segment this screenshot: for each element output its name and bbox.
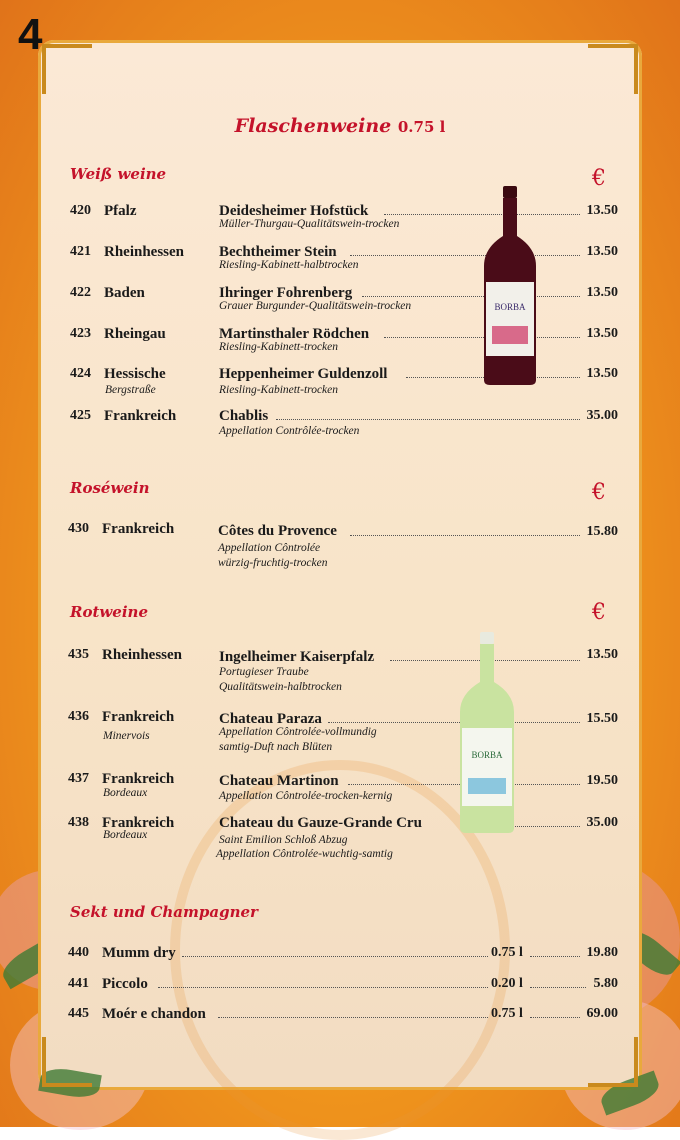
euro-symbol: € — [592, 166, 606, 191]
dot-leader — [350, 535, 580, 536]
price: 13.50 — [586, 647, 618, 662]
item-number: 430 — [68, 521, 89, 536]
wine-name: Mumm dry — [102, 945, 176, 961]
item-number: 425 — [70, 408, 91, 423]
item-number: 445 — [68, 1006, 89, 1021]
wine-name: Deidesheimer Hofstück — [219, 203, 369, 219]
wine-name: Ihringer Fohrenberg — [219, 285, 353, 301]
price: 69.00 — [586, 1006, 618, 1021]
region: Baden — [104, 285, 145, 301]
item-number: 437 — [68, 771, 89, 786]
item-number: 441 — [68, 976, 89, 991]
price: 5.80 — [593, 976, 618, 991]
dot-leader — [276, 419, 580, 420]
wine-name: Bechtheimer Stein — [219, 244, 337, 260]
region: Rheingau — [104, 326, 166, 342]
wine-name: Heppenheimer Guldenzoll — [219, 366, 388, 382]
dot-leader — [530, 987, 586, 988]
price: 13.50 — [586, 203, 618, 218]
price: 19.80 — [586, 945, 618, 960]
wine-description: Appellation Contrôlée-trocken — [219, 425, 360, 437]
wine-description: Qualitätswein-halbtrocken — [219, 681, 342, 693]
wine-description: samtig-Duft nach Blüten — [219, 741, 333, 753]
dot-leader — [350, 255, 580, 256]
wine-name: Chateau Martinon — [219, 773, 339, 789]
dot-leader — [362, 296, 580, 297]
wine-description: Grauer Burgunder-Qualitätswein-trocken — [219, 300, 412, 312]
bottle-label-art — [492, 326, 528, 344]
item-number: 420 — [70, 203, 91, 218]
dot-leader — [158, 987, 488, 988]
white-wine-bottle-image — [456, 632, 518, 834]
wine-description: Appellation Côntrolée — [218, 542, 321, 554]
title-volume: 0.75 l — [397, 118, 446, 136]
region: Frankreich — [102, 771, 175, 787]
region-subtitle: Bordeaux — [103, 829, 148, 841]
wine-description: Riesling-Kabinett-halbtrocken — [219, 259, 359, 271]
section-heading-red: Rotweine — [70, 603, 149, 621]
price: 13.50 — [586, 366, 618, 381]
bottle-cap — [480, 632, 494, 644]
bottle-label-art — [468, 778, 506, 794]
page-number: 4 — [18, 10, 43, 59]
section-heading-rose: Roséwein — [70, 479, 150, 497]
item-number: 440 — [68, 945, 89, 960]
wine-description: Riesling-Kabinett-trocken — [219, 341, 339, 353]
wine-name: Ingelheimer Kaiserpfalz — [219, 649, 375, 665]
item-number: 438 — [68, 815, 89, 830]
item-number: 421 — [70, 244, 91, 259]
red-wine-bottle-image — [480, 186, 540, 386]
corner-ornament — [588, 1037, 638, 1087]
wine-description: Saint Emilion Schloß Abzug — [219, 834, 348, 846]
region: Hessische — [104, 366, 166, 382]
wine-name: Chateau Paraza — [219, 711, 322, 727]
region: Frankreich — [102, 521, 175, 537]
price: 13.50 — [586, 285, 618, 300]
item-number: 436 — [68, 709, 89, 724]
wine-name: Côtes du Provence — [218, 523, 337, 539]
dot-leader — [218, 1017, 488, 1018]
price: 15.80 — [586, 524, 618, 539]
page-title — [0, 115, 680, 137]
region-subtitle: Bergstraße — [105, 384, 156, 396]
bottle-volume: 0.75 l — [491, 945, 523, 960]
bottle-label — [462, 728, 512, 806]
bottle-label — [486, 282, 534, 356]
wine-name: Chablis — [219, 408, 269, 424]
wine-description: Portugieser Traube — [219, 666, 309, 678]
dot-leader — [530, 956, 580, 957]
price: 13.50 — [586, 326, 618, 341]
wine-description: Appellation Côntrolée-vollmundig — [219, 726, 377, 738]
item-number: 423 — [70, 326, 91, 341]
corner-ornament — [588, 44, 638, 94]
wine-description: Müller-Thurgau-Qualitätswein-trocken — [219, 218, 400, 230]
wine-name: Martinsthaler Rödchen — [219, 326, 370, 342]
title-main: Flaschenweine — [234, 115, 392, 137]
dot-leader — [182, 956, 488, 957]
wine-name: Piccolo — [102, 976, 148, 992]
bottle-volume: 0.75 l — [491, 1006, 523, 1021]
bottle-cap — [503, 186, 517, 198]
region: Frankreich — [102, 815, 175, 831]
bottle-label-text: BORBA — [471, 750, 503, 760]
section-heading-sparkling: Sekt und Champagner — [70, 903, 258, 921]
region: Rheinhessen — [104, 244, 185, 260]
wine-name: Moér e chandon — [102, 1006, 206, 1022]
price: 19.50 — [586, 773, 618, 788]
bottle-label-text: BORBA — [494, 302, 526, 312]
item-number: 422 — [70, 285, 91, 300]
wine-name: Chateau du Gauze-Grande Cru — [219, 815, 422, 831]
wine-description: würzig-fruchtig-trocken — [218, 557, 328, 569]
price: 35.00 — [586, 815, 618, 830]
price: 35.00 — [586, 408, 618, 423]
corner-ornament — [42, 1037, 92, 1087]
euro-symbol: € — [592, 480, 606, 505]
section-heading-white: Weiß weine — [70, 165, 167, 183]
dot-leader — [328, 722, 580, 723]
wine-description: Appellation Côntrolée-wuchtig-samtig — [216, 848, 393, 860]
wine-description: Riesling-Kabinett-trocken — [219, 384, 339, 396]
price: 15.50 — [586, 711, 618, 726]
price: 13.50 — [586, 244, 618, 259]
region: Frankreich — [104, 408, 177, 424]
region: Pfalz — [104, 203, 137, 219]
euro-symbol: € — [592, 600, 606, 625]
region-subtitle: Minervois — [103, 730, 150, 742]
wine-description: Appellation Côntrolée-trocken-kernig — [219, 790, 393, 802]
region-subtitle: Bordeaux — [103, 787, 148, 799]
region: Frankreich — [102, 709, 175, 725]
bottle-volume: 0.20 l — [491, 976, 523, 991]
dot-leader — [530, 1017, 580, 1018]
item-number: 435 — [68, 647, 89, 662]
item-number: 424 — [70, 366, 91, 381]
corner-ornament — [42, 44, 92, 94]
region: Rheinhessen — [102, 647, 183, 663]
